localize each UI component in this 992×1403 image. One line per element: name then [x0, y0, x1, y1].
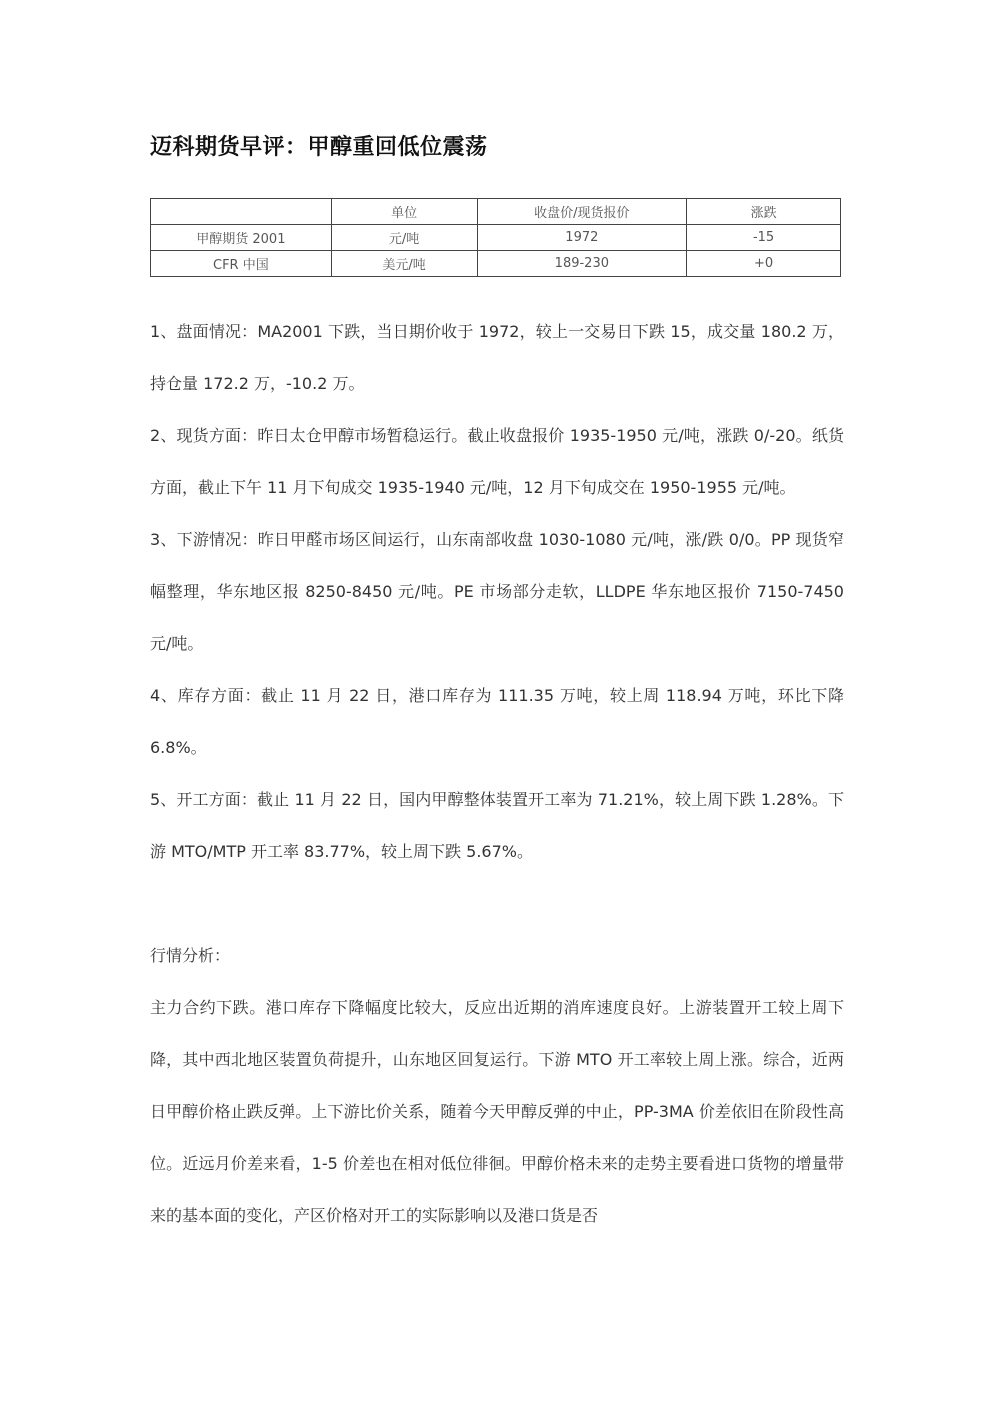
table-cell: 美元/吨 — [331, 251, 477, 277]
page-title: 迈科期货早评：甲醇重回低位震荡 — [150, 135, 488, 160]
spacer — [150, 878, 844, 930]
table-row — [151, 225, 841, 251]
paragraph-downstream: 3、下游情况：昨日甲醛市场区间运行，山东南部收盘 1030-1080 元/吨，涨/跌 0/0。PP 现货窄幅整理，华东地区报 8250-8450 元/吨。PE 市场部分走软，LLDPE 华东地区报价 7150-7450 元/吨。 — [150, 530, 844, 653]
table-cell: 甲醇期货 2001 — [151, 225, 332, 251]
paragraph-market: 1、盘面情况：MA2001 下跌，当日期价收于 1972，较上一交易日下跌 15，成交量 180.2 万，持仓量 172.2 万，-10.2 万。 — [150, 322, 844, 393]
price-table — [150, 198, 841, 277]
table-cell: +0 — [687, 251, 841, 277]
table-cell: CFR 中国 — [151, 251, 332, 277]
table-header-cell: 涨跌 — [687, 199, 841, 225]
table-header-cell: 收盘价/现货报价 — [477, 199, 687, 225]
table-header-row — [151, 199, 841, 225]
paragraph-inventory: 4、库存方面：截止 11 月 22 日，港口库存为 111.35 万吨，较上周 118.94 万吨，环比下降 6.8%。 — [150, 686, 844, 757]
table-cell: 元/吨 — [331, 225, 477, 251]
table-row — [151, 251, 841, 277]
analysis-heading: 行情分析： — [150, 946, 231, 965]
table-header-cell — [151, 199, 332, 225]
paragraph-operating-rate: 5、开工方面：截止 11 月 22 日，国内甲醇整体装置开工率为 71.21%，较上周下跌 1.28%。下游 MTO/MTP 开工率 83.77%，较上周下跌 5.67%。 — [150, 790, 844, 861]
table-cell: -15 — [687, 225, 841, 251]
table-header-cell: 单位 — [331, 199, 477, 225]
analysis-text: 主力合约下跌。港口库存下降幅度比较大，反应出近期的消库速度良好。上游装置开工较上周下降，其中西北地区装置负荷提升，山东地区回复运行。下游 MTO 开工率较上周上涨。综合，近两日甲醇价格止跌反弹。上下游比价关系，随着今天甲醇反弹的中止，PP-3MA 价差依旧在阶段性高位。近远月价差来看，1-5 价差也在相对低位徘徊。甲醇价格未来的走势主要看进口货物的增量带来的基本面的变化，产区价格对开工的实际影响以及港口货是否 — [150, 998, 844, 1225]
report-body — [150, 306, 844, 1242]
table-cell: 189-230 — [477, 251, 687, 277]
table-cell: 1972 — [477, 225, 687, 251]
paragraph-spot: 2、现货方面：昨日太仓甲醇市场暂稳运行。截止收盘报价 1935-1950 元/吨，涨跌 0/-20。纸货方面，截止下午 11 月下旬成交 1935-1940 元/吨，12 月下旬成交在 1950-1955 元/吨。 — [150, 426, 844, 497]
